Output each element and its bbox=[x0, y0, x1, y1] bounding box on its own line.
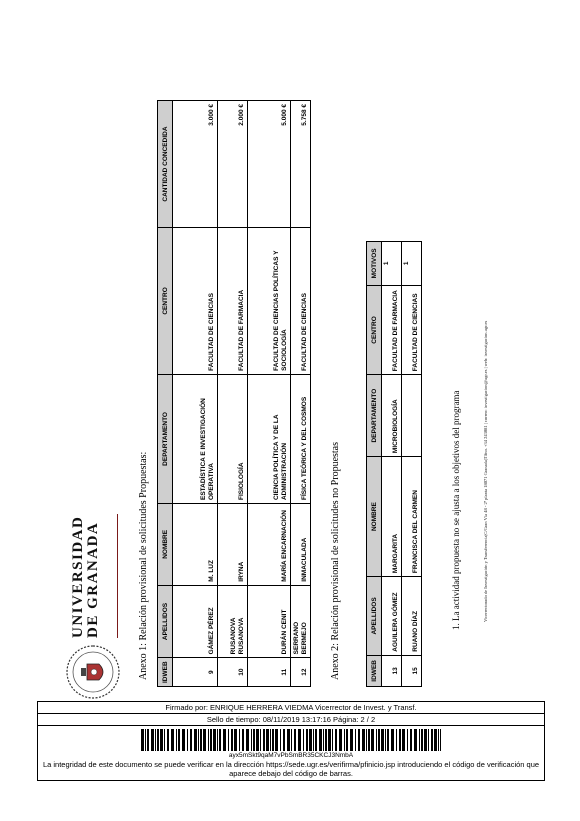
cell-id: 12 bbox=[291, 658, 311, 687]
cell-cantidad: 5.758 € bbox=[291, 101, 311, 228]
verification-text: La integridad de este documento se puede verificar en la dirección https://sede.ugr.es/verifirma/pfinicio.jsp introduciendo el código de verificación que aparece debajo del código de barras. bbox=[42, 760, 540, 778]
signature-box bbox=[37, 701, 545, 781]
cell-centro: FACULTAD DE CIENCIAS bbox=[402, 285, 422, 375]
table-row bbox=[382, 242, 402, 687]
header-apellidos: APELLIDOS bbox=[367, 577, 382, 656]
header-cantidad: CANTIDAD CONCEDIDA bbox=[158, 101, 173, 228]
cell-id: 11 bbox=[248, 658, 291, 687]
table-row bbox=[402, 242, 422, 687]
header-centro: CENTRO bbox=[158, 228, 173, 375]
table-row bbox=[173, 101, 218, 687]
cell-apellidos: GÁMEZ PÉREZ bbox=[173, 585, 218, 658]
timestamp: Sello de tiempo: 08/11/2019 13:17:16 Página: 2 / 2 bbox=[38, 714, 544, 726]
header-centro: CENTRO bbox=[367, 285, 382, 375]
logo-rule bbox=[117, 514, 118, 638]
cell-apellidos: SERRANO BERMEJO bbox=[291, 585, 311, 658]
header-nombre: NOMBRE bbox=[367, 457, 382, 577]
cell-id: 9 bbox=[173, 658, 218, 687]
cell-departamento bbox=[402, 375, 422, 457]
cell-id: 13 bbox=[382, 655, 402, 686]
cell-id: 15 bbox=[402, 655, 422, 686]
cell-cantidad: 3.000 € bbox=[173, 101, 218, 228]
table-row bbox=[291, 101, 311, 687]
cell-nombre: MARÍA ENCARNACIÓN bbox=[248, 504, 291, 586]
header-departamento: DEPARTAMENTO bbox=[367, 375, 382, 457]
signed-by: Firmado por: ENRIQUE HERRERA VIEDMA Vicerrector de Invest. y Transf. bbox=[38, 702, 544, 714]
university-logo bbox=[65, 490, 127, 700]
cell-nombre: INMACULADA bbox=[291, 504, 311, 586]
barcode-icon bbox=[141, 729, 441, 751]
header-motivos: MOTIVOS bbox=[367, 242, 382, 286]
header-departamento: DEPARTAMENTO bbox=[158, 374, 173, 503]
university-name-line1: UNIVERSIDAD bbox=[70, 515, 86, 638]
cell-nombre: FRANCISCA DEL CARMEN bbox=[402, 457, 422, 577]
footer-address: Vicerrectorado de Investigación y Transferencia|C/Gran Vía 48 - 2ª planta 18071 Granada|Tlfno. +34 243081 | correo: investigacion@ugr.es | web: investigacion.ugr.es bbox=[483, 320, 488, 622]
anexo2-title: Anexo 2: Relación provisional de solicitudes no Propuestas bbox=[330, 441, 341, 680]
anexo1-title: Anexo 1: Relación provisional de solicitudes Propuestas: bbox=[138, 451, 149, 680]
anexo2-table bbox=[366, 241, 422, 687]
header-idweb: IDWEB bbox=[367, 655, 382, 686]
header-idweb: IDWEB bbox=[158, 658, 173, 687]
cell-nombre: M. LUZ bbox=[173, 504, 218, 586]
table-row bbox=[248, 101, 291, 687]
cell-centro: FACULTAD DE FARMACIA bbox=[382, 285, 402, 375]
table-row bbox=[218, 101, 248, 687]
cell-centro: FACULTAD DE FARMACIA bbox=[218, 228, 248, 375]
cell-cantidad: 2.000 € bbox=[218, 101, 248, 228]
university-seal-icon bbox=[65, 644, 121, 700]
cell-apellidos: DURÁN CENIT bbox=[248, 585, 291, 658]
cell-departamento: FISIOLOGÍA bbox=[218, 374, 248, 503]
cell-id: 10 bbox=[218, 658, 248, 687]
cell-departamento: FÍSICA TEÓRICA Y DEL COSMOS bbox=[291, 374, 311, 503]
anexo1-table bbox=[157, 100, 311, 687]
cell-centro: FACULTAD DE CIENCIAS bbox=[291, 228, 311, 375]
cell-cantidad: 5.000 € bbox=[248, 101, 291, 228]
cell-departamento: ESTADÍSTICA E INVESTIGACIÓN OPERATIVA bbox=[173, 374, 218, 503]
table-header-row bbox=[367, 242, 382, 687]
cell-departamento: CIENCIA POLÍTICA Y DE LA ADMINISTRACIÓN bbox=[248, 374, 291, 503]
table-header-row bbox=[158, 101, 173, 687]
note-motivo-1: 1. La actividad propuesta no se ajusta a los objetivos del programa bbox=[451, 390, 461, 630]
header-nombre: NOMBRE bbox=[158, 504, 173, 586]
header-apellidos: APELLIDOS bbox=[158, 585, 173, 658]
cell-departamento: MICROBIOLOGÍA bbox=[382, 375, 402, 457]
university-name-line2: DE GRANADA bbox=[85, 521, 101, 638]
cell-apellidos: RUSANOVA RUSANOVA bbox=[218, 585, 248, 658]
verification-code: ayx5mSkt9qaM7vPbSmBR35CKCJ3NmbA bbox=[228, 752, 354, 759]
cell-centro: FACULTAD DE CIENCIAS bbox=[173, 228, 218, 375]
cell-apellidos: AGUILERA GÓMEZ bbox=[382, 577, 402, 656]
cell-nombre: MARGARITA bbox=[382, 457, 402, 577]
cell-nombre: IRYNA bbox=[218, 504, 248, 586]
cell-motivo: 1 bbox=[382, 242, 402, 286]
cell-motivo: 1 bbox=[402, 242, 422, 286]
cell-centro: FACULTAD DE CIENCIAS POLÍTICAS Y SOCIOLOGÍA bbox=[248, 228, 291, 375]
cell-apellidos: RUANO DÍAZ bbox=[402, 577, 422, 656]
